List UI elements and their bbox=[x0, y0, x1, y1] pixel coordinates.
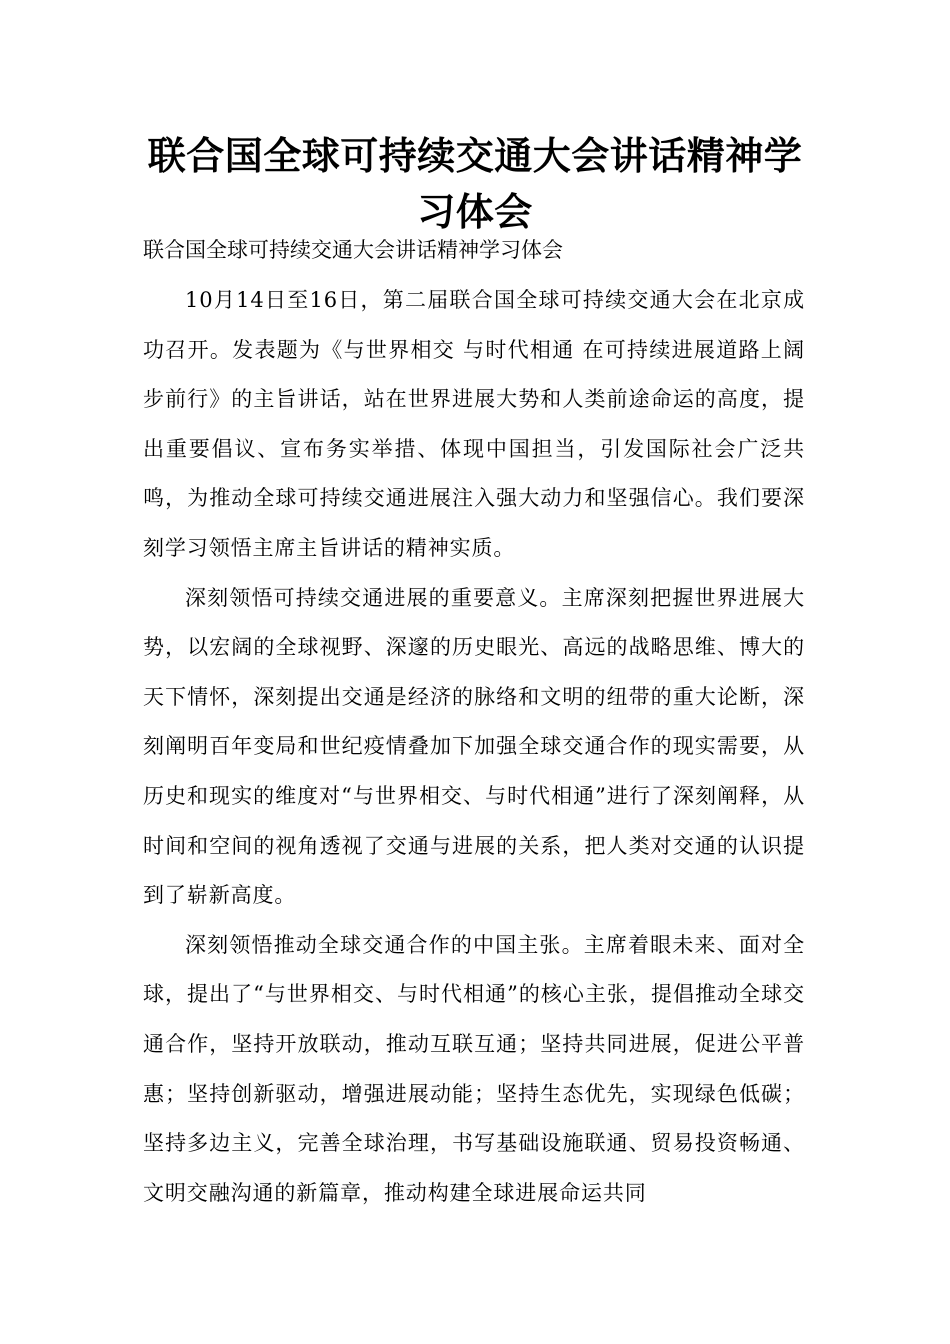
document-subtitle: 联合国全球可持续交通大会讲话精神学习体会 bbox=[143, 238, 563, 262]
document-title: 联合国全球可持续交通大会讲话精神学习体会 bbox=[147, 134, 803, 234]
body-paragraph: 深刻领悟推动全球交通合作的中国主张。主席着眼未来、面对全球，提出了“与世界相交、与时代相通”的核心主张，提倡推动全球交通合作，坚持开放联动，推动互联互通；坚持共同进展，促进公平普惠；坚持创新驱动，增强进展动能；坚持生态优先，实现绿色低碳；坚持多边主义，完善全球治理，书写基础设施联通、贸易投资畅通、文明交融沟通的新篇章，推动构建全球进展命运共同 bbox=[143, 932, 805, 1205]
body-paragraph: 深刻领悟可持续交通进展的重要意义。主席深刻把握世界进展大势，以宏阔的全球视野、深邃的历史眼光、高远的战略思维、博大的天下情怀，深刻提出交通是经济的脉络和文明的纽带的重大论断，深刻阐明百年变局和世纪疫情叠加下加强全球交通合作的现实需要，从历史和现实的维度对“与世界相交、与时代相通”进行了深刻阐释，从时间和空间的视角透视了交通与进展的关系，把人类对交通的认识提到了崭新高度。 bbox=[143, 585, 805, 908]
document-body bbox=[143, 276, 805, 1218]
body-paragraph: 10月14日至16日，第二届联合国全球可持续交通大会在北京成功召开。发表题为《与世界相交 与时代相通 在可持续进展道路上阔步前行》的主旨讲话，站在世界进展大势和人类前途命运的高度，提出重要倡议、宣布务实举措、体现中国担当，引发国际社会广泛共鸣，为推动全球可持续交通进展注入强大动力和坚强信心。我们要深刻学习领悟主席主旨讲话的精神实质。 bbox=[143, 288, 805, 560]
